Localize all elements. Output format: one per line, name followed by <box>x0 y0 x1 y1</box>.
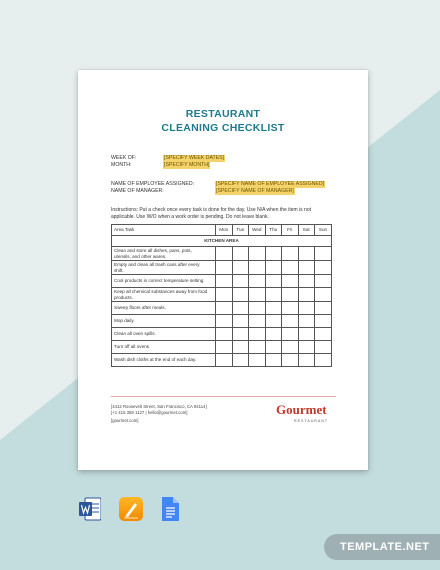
check-cell[interactable] <box>315 354 332 367</box>
header-mon: Mon <box>216 225 233 236</box>
task-cell <box>112 341 216 354</box>
check-cell[interactable] <box>298 328 315 341</box>
task-line: shift. <box>114 267 124 273</box>
task-line: utensils, and other wares. <box>114 253 167 259</box>
check-cell[interactable] <box>298 261 315 275</box>
check-cell[interactable] <box>216 302 233 315</box>
task-line: Mop daily. <box>114 318 135 324</box>
check-cell[interactable] <box>282 315 299 328</box>
check-cell[interactable] <box>232 247 249 261</box>
instructions-line1: Instructions: Put a check once every task is done for the day. Use N/A when the item is not <box>111 207 312 213</box>
check-cell[interactable] <box>282 247 299 261</box>
task-line: Cool products in correct temperature setting. <box>114 278 205 284</box>
check-cell[interactable] <box>216 328 233 341</box>
check-cell[interactable] <box>232 275 249 288</box>
check-cell[interactable] <box>315 328 332 341</box>
check-cell[interactable] <box>315 341 332 354</box>
footer-address: [4412 Roosevelt Street, San Francisco, CA 94114] <box>111 404 207 409</box>
document-title-line2: CLEANING CHECKLIST <box>161 122 285 134</box>
section-row <box>112 236 332 247</box>
check-cell[interactable] <box>216 315 233 328</box>
check-cell[interactable] <box>232 302 249 315</box>
check-cell[interactable] <box>282 328 299 341</box>
check-cell[interactable] <box>265 275 282 288</box>
check-cell[interactable] <box>282 354 299 367</box>
task-cell <box>112 288 216 302</box>
check-cell[interactable] <box>315 261 332 275</box>
checklist-table <box>111 224 332 367</box>
check-cell[interactable] <box>216 275 233 288</box>
task-line: products. <box>114 294 133 300</box>
check-cell[interactable] <box>282 275 299 288</box>
manager-label: NAME OF MANAGER: <box>111 188 164 194</box>
google-docs-icon[interactable] <box>159 496 181 522</box>
section-kitchen-area: KITCHEN AREA <box>112 236 332 247</box>
check-cell[interactable] <box>298 275 315 288</box>
check-cell[interactable] <box>249 288 266 302</box>
header-tue: Tue <box>232 225 249 236</box>
check-cell[interactable] <box>298 354 315 367</box>
task-cell <box>112 261 216 275</box>
table-row <box>112 275 332 288</box>
check-cell[interactable] <box>249 315 266 328</box>
task-line: Keep all chemical substances away from food <box>114 289 208 294</box>
task-cell <box>112 275 216 288</box>
gourmet-logo: Gourmet <box>276 402 327 417</box>
header-sat: Sat <box>298 225 315 236</box>
header-sun: Sun <box>315 225 332 236</box>
check-cell[interactable] <box>298 341 315 354</box>
task-cell <box>112 247 216 261</box>
month-value: [SPECIFY MONTH] <box>164 162 210 168</box>
header-wed: Wed <box>249 225 266 236</box>
manager-value: [SPECIFY NAME OF MANAGER] <box>216 188 294 194</box>
table-row <box>112 302 332 315</box>
check-cell[interactable] <box>315 247 332 261</box>
table-header-row <box>112 225 332 236</box>
week-value: [SPECIFY WEEK DATES] <box>164 155 225 161</box>
check-cell[interactable] <box>298 288 315 302</box>
document-title-line1: RESTAURANT <box>185 108 261 120</box>
table-row <box>112 354 332 367</box>
check-cell[interactable] <box>216 354 233 367</box>
check-cell[interactable] <box>315 302 332 315</box>
check-cell[interactable] <box>232 261 249 275</box>
check-cell[interactable] <box>216 247 233 261</box>
task-line: Sweep floors after meals. <box>114 305 166 311</box>
check-cell[interactable] <box>265 328 282 341</box>
check-cell[interactable] <box>216 341 233 354</box>
task-cell <box>112 302 216 315</box>
check-cell[interactable] <box>298 315 315 328</box>
template-net-badge[interactable]: TEMPLATE.NET <box>324 534 440 560</box>
check-cell[interactable] <box>315 315 332 328</box>
check-cell[interactable] <box>315 275 332 288</box>
check-cell[interactable] <box>249 341 266 354</box>
check-cell[interactable] <box>249 247 266 261</box>
employee-value: [SPECIFY NAME OF EMPLOYEE ASSIGNED] <box>216 181 325 187</box>
week-label: WEEK OF: <box>111 155 137 161</box>
task-line: Empty and clean all trash cans after every <box>114 262 200 267</box>
task-line: Turn off all ovens. <box>114 344 151 350</box>
table-row <box>112 288 332 302</box>
check-cell[interactable] <box>315 288 332 302</box>
checklist-document <box>78 70 368 470</box>
table-row <box>112 328 332 341</box>
task-line: Clean all oven spills. <box>114 331 156 337</box>
header-area-task: Area Task <box>112 225 216 236</box>
check-cell[interactable] <box>282 261 299 275</box>
table-row <box>112 315 332 328</box>
check-cell[interactable] <box>265 247 282 261</box>
pages-icon[interactable] <box>119 497 143 521</box>
gourmet-logo-subtitle: RESTAURANT <box>294 419 329 423</box>
check-cell[interactable] <box>265 302 282 315</box>
check-cell[interactable] <box>232 328 249 341</box>
check-cell[interactable] <box>249 261 266 275</box>
check-cell[interactable] <box>216 261 233 275</box>
check-cell[interactable] <box>232 288 249 302</box>
check-cell[interactable] <box>265 341 282 354</box>
check-cell[interactable] <box>298 302 315 315</box>
check-cell[interactable] <box>282 341 299 354</box>
check-cell[interactable] <box>216 288 233 302</box>
check-cell[interactable] <box>249 354 266 367</box>
check-cell[interactable] <box>282 288 299 302</box>
footer-divider <box>111 396 336 397</box>
check-cell[interactable] <box>249 302 266 315</box>
check-cell[interactable] <box>265 288 282 302</box>
instructions-line2: applicable. Use W/O when a work order is pending. Do not leave blank. <box>111 214 269 220</box>
table-row <box>112 341 332 354</box>
word-icon[interactable] <box>79 496 101 522</box>
task-line: Wash dish cloths at the end of each day. <box>114 357 197 363</box>
check-cell[interactable] <box>232 315 249 328</box>
check-cell[interactable] <box>232 354 249 367</box>
task-cell <box>112 354 216 367</box>
month-label: MONTH: <box>111 162 132 168</box>
check-cell[interactable] <box>265 354 282 367</box>
check-cell[interactable] <box>282 302 299 315</box>
footer-contact: [+1 415 359 1127 | hello@gourmet.com] <box>111 410 188 415</box>
check-cell[interactable] <box>265 315 282 328</box>
footer-website: [gourmet.com] <box>111 418 139 423</box>
check-cell[interactable] <box>232 341 249 354</box>
task-cell <box>112 315 216 328</box>
table-row <box>112 261 332 275</box>
check-cell[interactable] <box>249 275 266 288</box>
header-fri: Fri <box>282 225 299 236</box>
check-cell[interactable] <box>298 247 315 261</box>
employee-label: NAME OF EMPLOYEE ASSIGNED: <box>111 181 195 187</box>
check-cell[interactable] <box>265 261 282 275</box>
check-cell[interactable] <box>249 328 266 341</box>
task-line: Clean and store all dishes, pans, pots, <box>114 248 192 253</box>
header-thu: Thu <box>265 225 282 236</box>
table-row <box>112 247 332 261</box>
task-cell <box>112 328 216 341</box>
instructions <box>111 207 341 221</box>
